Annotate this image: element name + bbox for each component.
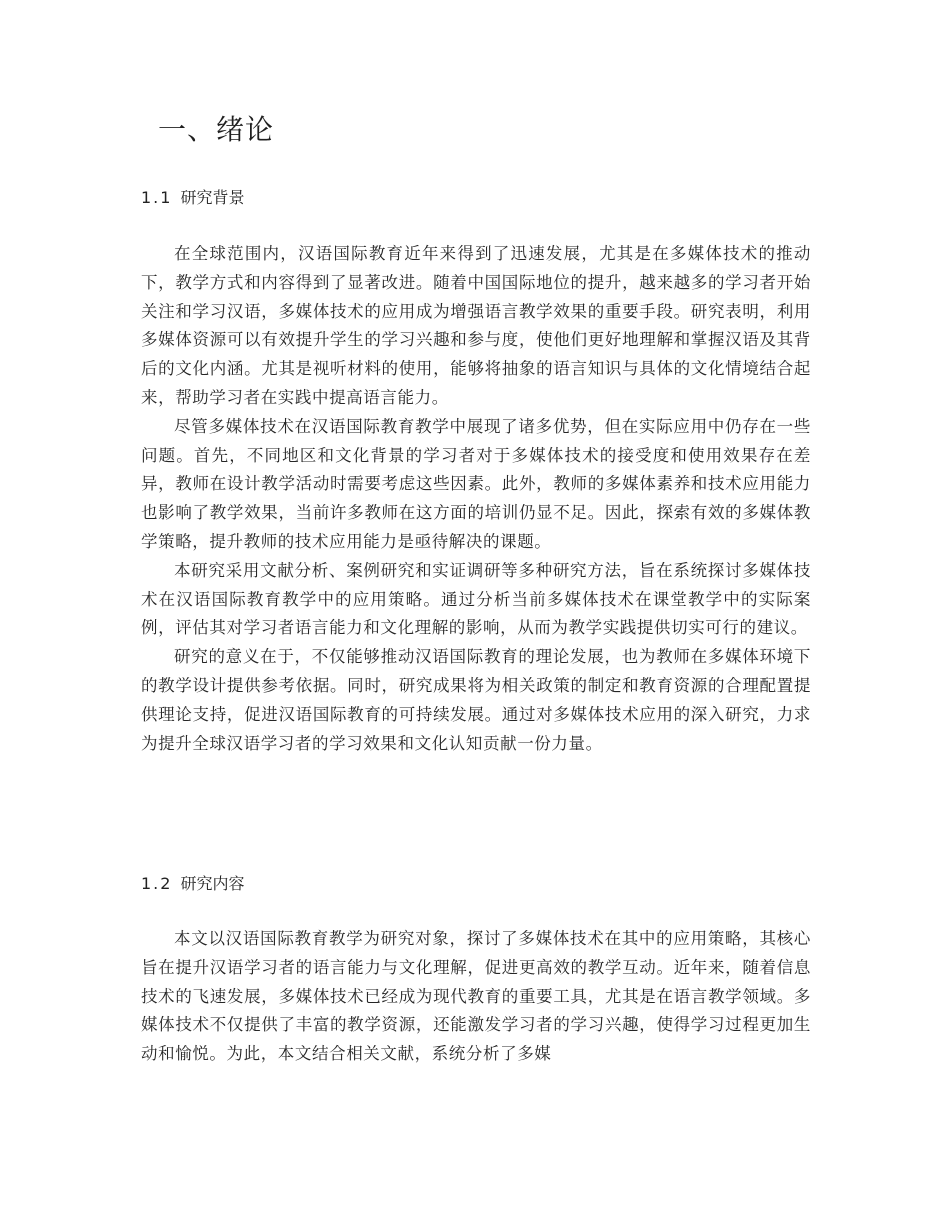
section-heading-1-2 (141, 872, 244, 896)
chapter-title: 一、绪论 (158, 113, 275, 146)
paragraph: 尽管多媒体技术在汉语国际教育教学中展现了诸多优势，但在实际应用中仍存在一些问题。首先，不同地区和文化背景的学习者对于多媒体技术的接受度和使用效果存在差异，教师在设计教学活动时需要考虑这些因素。此外，教师的多媒体素养和技术应用能力也影响了教学效果，当前许多教师在这方面的培训仍显不足。因此，探索有效的多媒体教学策略，提升教师的技术应用能力是亟待解决的课题。 (141, 416, 811, 551)
section-body-1-1 (141, 240, 811, 758)
section-number: 1.1 (141, 188, 173, 207)
section-heading-1-1 (141, 186, 244, 210)
section-number: 1.2 (141, 874, 173, 893)
section-title: 研究背景 (180, 188, 245, 207)
paragraph: 研究的意义在于，不仅能够推动汉语国际教育的理论发展，也为教师在多媒体环境下的教学设计提供参考依据。同时，研究成果将为相关政策的制定和教育资源的合理配置提供理论支持，促进汉语国际教育的可持续发展。通过对多媒体技术应用的深入研究，力求为提升全球汉语学习者的学习效果和文化认知贡献一份力量。 (141, 647, 811, 753)
paragraph: 本研究采用文献分析、案例研究和实证调研等多种研究方法，旨在系统探讨多媒体技术在汉语国际教育教学中的应用策略。通过分析当前多媒体技术在课堂教学中的实际案例，评估其对学习者语言能力和文化理解的影响，从而为教学实践提供切实可行的建议。 (141, 560, 811, 638)
section-body-1-2 (141, 925, 811, 1069)
section-title: 研究内容 (180, 874, 245, 893)
paragraph: 在全球范围内，汉语国际教育近年来得到了迅速发展，尤其是在多媒体技术的推动下，教学方式和内容得到了显著改进。随着中国国际地位的提升，越来越多的学习者开始关注和学习汉语，多媒体技术的应用成为增强语言教学效果的重要手段。研究表明，利用多媒体资源可以有效提升学生的学习兴趣和参与度，使他们更好地理解和掌握汉语及其背后的文化内涵。尤其是视听材料的使用，能够将抽象的语言知识与具体的文化情境结合起来，帮助学习者在实践中提高语言能力。 (141, 244, 811, 407)
paragraph: 本文以汉语国际教育教学为研究对象，探讨了多媒体技术在其中的应用策略，其核心旨在提升汉语学习者的语言能力与文化理解，促进更高效的教学互动。近年来，随着信息技术的飞速发展，多媒体技术已经成为现代教育的重要工具，尤其是在语言教学领域。多媒体技术不仅提供了丰富的教学资源，还能激发学习者的学习兴趣，使得学习过程更加生动和愉悦。为此，本文结合相关文献，系统分析了多媒 (141, 929, 811, 1064)
